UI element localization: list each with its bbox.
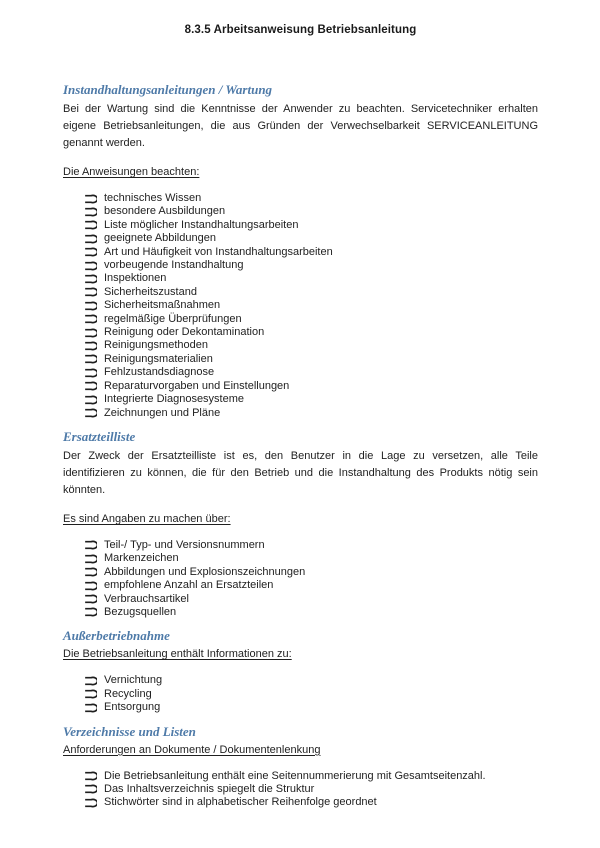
section-heading: Verzeichnisse und Listen [63,723,196,739]
list-item [85,339,538,352]
list-bullet-icon [85,274,97,284]
list-item-text: Zeichnungen und Pläne [104,406,221,419]
list-item-text: Teil-/ Typ- und Versionsnummern [104,538,265,551]
list-item [85,593,538,606]
list-bullet-icon [85,689,97,699]
list-item [85,272,538,285]
list-item [85,246,538,259]
list-bullet-icon [85,194,97,204]
list-bullet-icon [85,328,97,338]
list-item [85,366,538,379]
list-bullet-icon [85,581,97,591]
section [63,429,538,619]
list-item-text: Das Inhaltsverzeichnis spiegelt die Struktur [104,782,315,795]
list-item [85,192,538,205]
list-bullet-icon [85,341,97,351]
list-item [85,326,538,339]
list-item-text: Liste möglicher Instandhaltungsarbeiten [104,218,299,231]
list-bullet-icon [85,395,97,405]
list-item [85,688,538,701]
section-paragraph: Der Zweck der Ersatzteilliste ist es, den Benutzer in die Lage zu versetzen, alle Teile identifizieren zu können, die für den Betrieb und die Instandhaltung des Produkts nötig sein könnten. [63,449,538,496]
list-item [85,299,538,312]
list-item [85,552,538,565]
list-item-text: regelmäßige Überprüfungen [104,312,242,325]
section [63,82,538,420]
list-bullet-icon [85,594,97,604]
list-item [85,353,538,366]
list-item-text: besondere Ausbildungen [104,205,226,218]
list-item-text: Reinigung oder Dekontamination [104,326,265,339]
list-bullet-icon [85,607,97,617]
list-bullet-icon [85,703,97,713]
bullet-list [63,539,538,619]
list-intro: Anforderungen an Dokumente / Dokumentenlenkung [63,743,321,756]
list-item-text: empfohlene Anzahl an Ersatzteilen [104,579,274,592]
list-item [85,539,538,552]
document-body [63,82,538,810]
list-intro: Es sind Angaben zu machen über: [63,512,231,525]
section [63,724,538,810]
list-item-text: Reinigungsmethoden [104,339,208,352]
list-item-text: geeignete Abbildungen [104,232,216,245]
list-item-text: Verbrauchsartikel [104,592,189,605]
bullet-list [63,674,538,714]
list-item-text: technisches Wissen [104,192,202,204]
list-item [85,701,538,714]
section-heading: Außerbetriebnahme [63,628,170,644]
page-title: 8.3.5 Arbeitsanweisung Betriebsanleitung [184,24,417,36]
list-item-text: Sicherheitsmaßnahmen [104,299,221,312]
list-item [85,393,538,406]
list-item-text: Art und Häufigkeit von Instandhaltungsarbeiten [104,245,333,258]
list-item-text: Inspektionen [104,272,167,285]
list-item [85,219,538,232]
list-bullet-icon [85,314,97,324]
list-item-text: Vernichtung [104,674,163,687]
list-item [85,783,538,796]
list-item [85,313,538,326]
list-bullet-icon [85,368,97,378]
list-item-text: Abbildungen und Explosionszeichnungen [104,565,306,578]
list-item-text: Stichwörter sind in alphabetischer Reihenfolge geordnet [104,796,377,809]
list-item-text: Reparaturvorgaben und Einstellungen [104,379,290,392]
list-item [85,232,538,245]
list-intro: Die Betriebsanleitung enthält Informationen zu: [63,648,292,661]
list-intro: Die Anweisungen beachten: [63,166,200,178]
list-item [85,579,538,592]
list-item [85,770,538,783]
list-bullet-icon [85,247,97,257]
list-bullet-icon [85,567,97,577]
list-item-text: Reinigungsmaterialien [104,352,213,365]
list-bullet-icon [85,354,97,364]
bullet-list [63,192,538,420]
list-item [85,286,538,299]
list-item [85,606,538,619]
bullet-list [63,770,538,810]
list-item [85,205,538,218]
list-item-text: Fehlzustandsdiagnose [104,366,215,379]
list-bullet-icon [85,784,97,794]
list-item [85,796,538,809]
list-bullet-icon [85,676,97,686]
list-item [85,259,538,272]
list-item [85,407,538,420]
list-bullet-icon [85,301,97,311]
section-heading: Ersatzteilliste [63,428,136,444]
section-heading: Instandhaltungsanleitungen / Wartung [63,82,273,97]
list-bullet-icon [85,554,97,564]
list-bullet-icon [85,234,97,244]
list-bullet-icon [85,540,97,550]
list-bullet-icon [85,287,97,297]
list-bullet-icon [85,261,97,271]
list-item [85,380,538,393]
list-item-text: Markenzeichen [104,552,179,565]
list-bullet-icon [85,220,97,230]
list-bullet-icon [85,771,97,781]
section [63,628,538,714]
list-item [85,566,538,579]
list-item-text: vorbeugende Instandhaltung [104,259,244,272]
list-item-text: Bezugsquellen [104,605,177,618]
section-paragraph: Bei der Wartung sind die Kenntnisse der Anwender zu beachten. Servicetechniker erhalten eigene Betriebsanleitungen, die aus Gründen der Verwechselbarkeit SERVICEANLEITUNG genannt werden. [63,103,538,149]
list-item-text: Entsorgung [104,701,161,714]
list-bullet-icon [85,408,97,418]
list-item [85,674,538,687]
list-bullet-icon [85,381,97,391]
list-item-text: Sicherheitszustand [104,285,197,298]
list-bullet-icon [85,798,97,808]
list-item-text: Integrierte Diagnosesysteme [104,393,245,406]
list-bullet-icon [85,207,97,217]
list-item-text: Recycling [104,687,152,700]
list-item-text: Die Betriebsanleitung enthält eine Seitennummerierung mit Gesamtseitenzahl. [104,769,486,782]
